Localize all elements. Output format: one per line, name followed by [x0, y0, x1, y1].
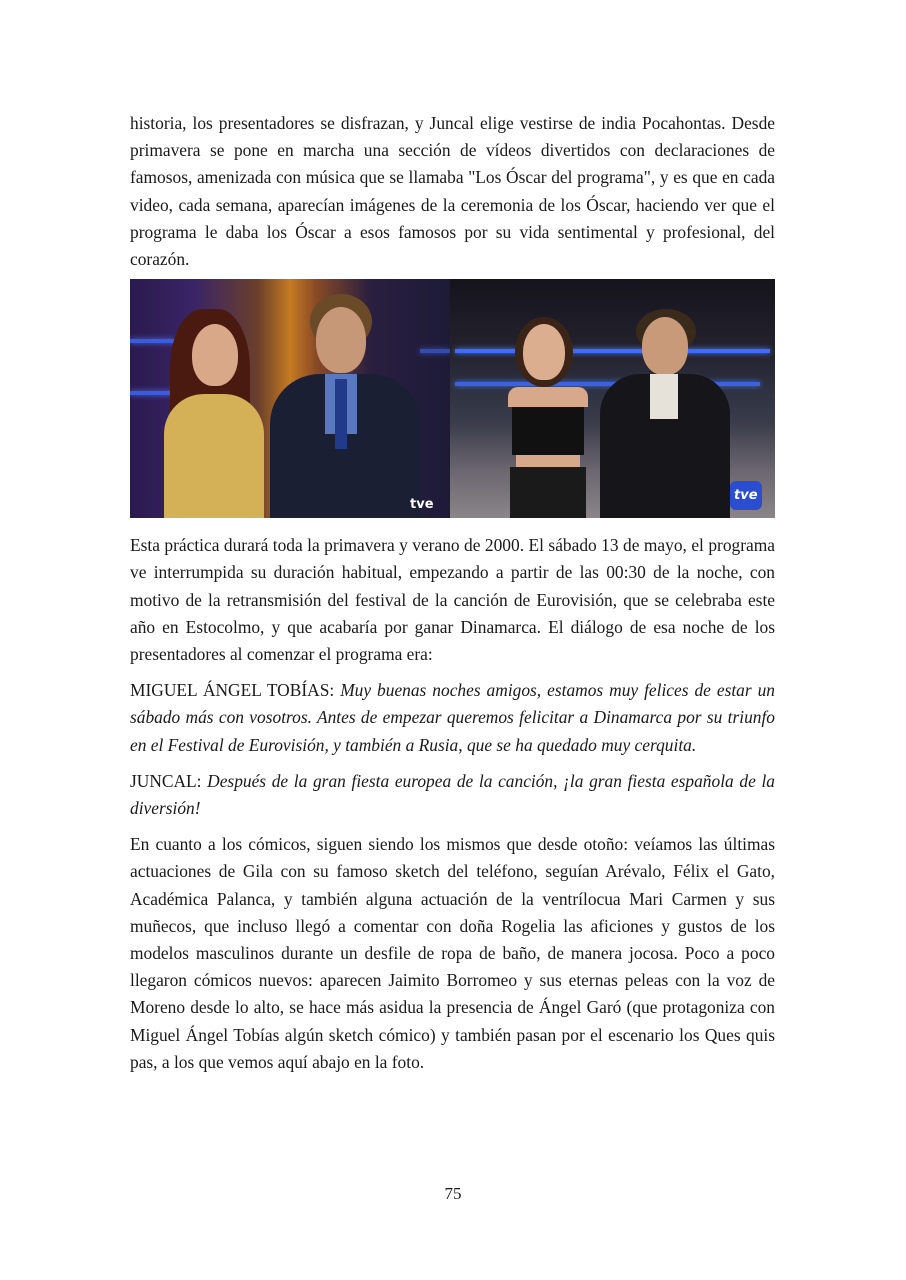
tve-logo: tve	[730, 481, 762, 510]
stage-light	[420, 349, 450, 353]
paragraph-eurovision: Esta práctica durará toda la primavera y verano de 2000. El sábado 13 de mayo, el programa ve interrumpida su duración habitual, empezando a partir de las 00:30 de la noche, con motivo de la retransmisión del festival de la canción de Eurovisión, que se celebraba este año en Estocolmo, y que acabaría por ganar Dinamarca. El diálogo de esa noche de los presentadores al comenzar el programa era:	[130, 535, 775, 665]
speech-text: Después de la gran fiesta europea de la canción, ¡la gran fiesta española de la diversión!	[130, 770, 775, 819]
photo-right-presenters	[450, 279, 775, 518]
photo-left-presenters	[130, 279, 450, 518]
page-number: 75	[444, 1184, 462, 1203]
stage-light	[130, 391, 175, 395]
tve-logo: tve	[410, 497, 434, 513]
dialogue-line-juncal	[130, 768, 775, 822]
speech-text: Muy buenas noches amigos, estamos muy felices de estar un sábado más con vosotros. Antes de empezar queremos felicitar a Dinamarca por su triunfo en el Festival de Eurovisión, y también a Rusia, que se ha quedado muy cerquita.	[130, 680, 775, 755]
presenters-photo-figure	[130, 279, 775, 518]
paragraph-comics: En cuanto a los cómicos, siguen siendo los mismos que desde otoño: veíamos las últimas actuaciones de Gila con su famoso sketch del teléfono, seguían Arévalo, Félix el Gato, Académica Palanca, y también alguna actuación de la ventrílocua Mari Carmen y sus muñecos, que incluso llegó a comentar con doña Rogelia las aficiones y gustos de los modelos masculinos durante un desfile de ropa de baño, de manera jocosa. Poco a poco llegaron cómicos nuevos: aparecen Jaimito Borromeo y sus eternas peleas con la voz de Moreno desde lo alto, se hace más asidua la presencia de Ángel Garó (que protagoniza con Miguel Ángel Tobías algún sketch cómico) y también pasan por el escenario los Ques quis pas, a los que vemos aquí abajo en la foto.	[130, 834, 775, 1072]
paragraph-intro: historia, los presentadores se disfrazan, y Juncal elige vestirse de india Pocahontas. Desde primavera se pone en marcha una sección de vídeos divertidos con declaraciones de famosos, amenizada con música que se llamaba "Los Óscar del programa", y es que en cada video, cada semana, aparecían imágenes de la ceremonia de los Óscar, haciendo ver que el programa le daba los Óscar a esos famosos por su vida sentimental y profesional, del corazón.	[130, 113, 775, 270]
stage-light	[455, 349, 770, 353]
speaker-name: MIGUEL ÁNGEL TOBÍAS:	[130, 680, 335, 701]
document-page	[130, 110, 775, 1076]
dialogue-line-miguel	[130, 677, 775, 759]
speaker-name: JUNCAL:	[130, 770, 202, 791]
stage-light	[130, 339, 175, 343]
